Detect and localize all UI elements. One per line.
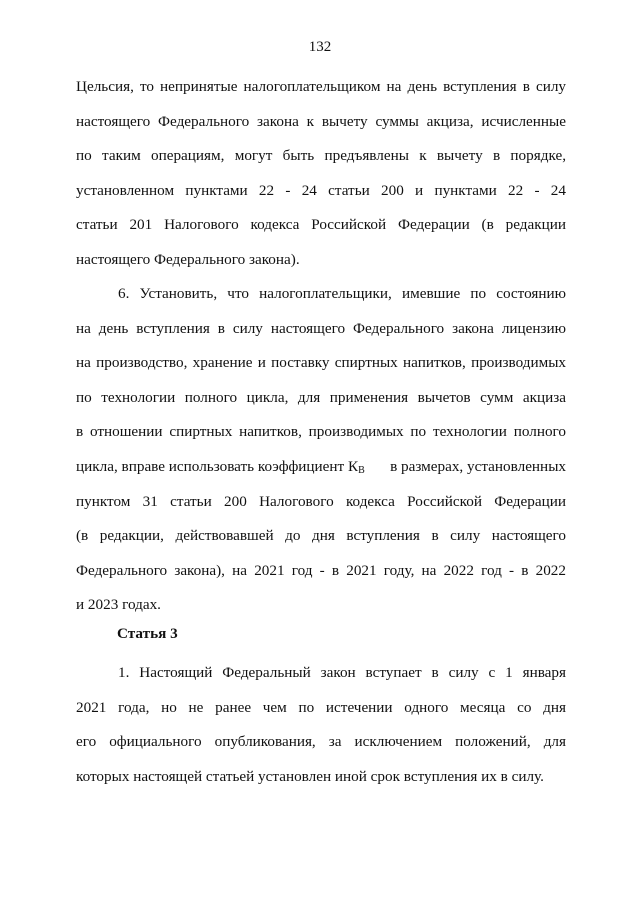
paragraph-article-3-item-1 [76,656,566,794]
paragraph-item-6 [76,277,566,623]
text-line: на день вступления в силу настоящего Федерального закона лицензию [76,319,566,337]
text-line: настоящего Федерального закона). [76,250,300,268]
text-line: установленном пунктами 22 - 24 статьи 200 и пунктами 22 - 24 [76,181,566,199]
text-line-coefficient [76,450,566,485]
text-line: Федерального закона), на 2021 год - в 2021 году, на 2022 год - в 2022 [76,561,566,579]
text-line: настоящего Федерального закона к вычету суммы акциза, исчисленные [76,112,566,130]
article-heading: Статья 3 [117,625,178,642]
text-line: пунктом 31 статьи 200 Налогового кодекса Российской Федерации [76,492,566,510]
coefficient-text-after: в размерах, установленных [390,457,566,475]
text-line: на производство, хранение и поставку спиртных напитков, производимых [76,354,566,372]
coefficient-subscript: В [358,464,365,476]
text-line: 6. Установить, что налогоплательщики, имевшие по состоянию [118,285,566,302]
text-line: 1. Настоящий Федеральный закон вступает в силу с 1 января [118,664,566,681]
coefficient-text-before: цикла, вправе использовать коэффициент $К_В$ [76,457,365,476]
text-line: 2021 года, но не ранее чем по истечении одного месяца со дня [76,698,566,716]
text-line: которых настоящей статьей установлен иной срок вступления их в силу. [76,767,544,785]
text-line: по технологии полного цикла, для применения вычетов сумм акциза [76,388,566,406]
text-line: его официального опубликования, за исключением положений, для [76,733,566,751]
paragraph-continuation [76,70,566,278]
text-line: Цельсия, то непринятые налогоплательщиком на день вступления в силу [76,78,566,95]
text-line: статьи 201 Налогового кодекса Российской Федерации (в редакции [76,216,566,234]
text-line: по таким операциям, могут быть предъявлены к вычету в порядке, [76,147,566,165]
text-line: и 2023 годах. [76,596,161,614]
text-line: в отношении спиртных напитков, производимых по технологии полного [76,423,566,441]
page-number: 132 [308,39,332,55]
text-line: (в редакции, действовавшей до дня вступления в силу настоящего [76,527,566,545]
